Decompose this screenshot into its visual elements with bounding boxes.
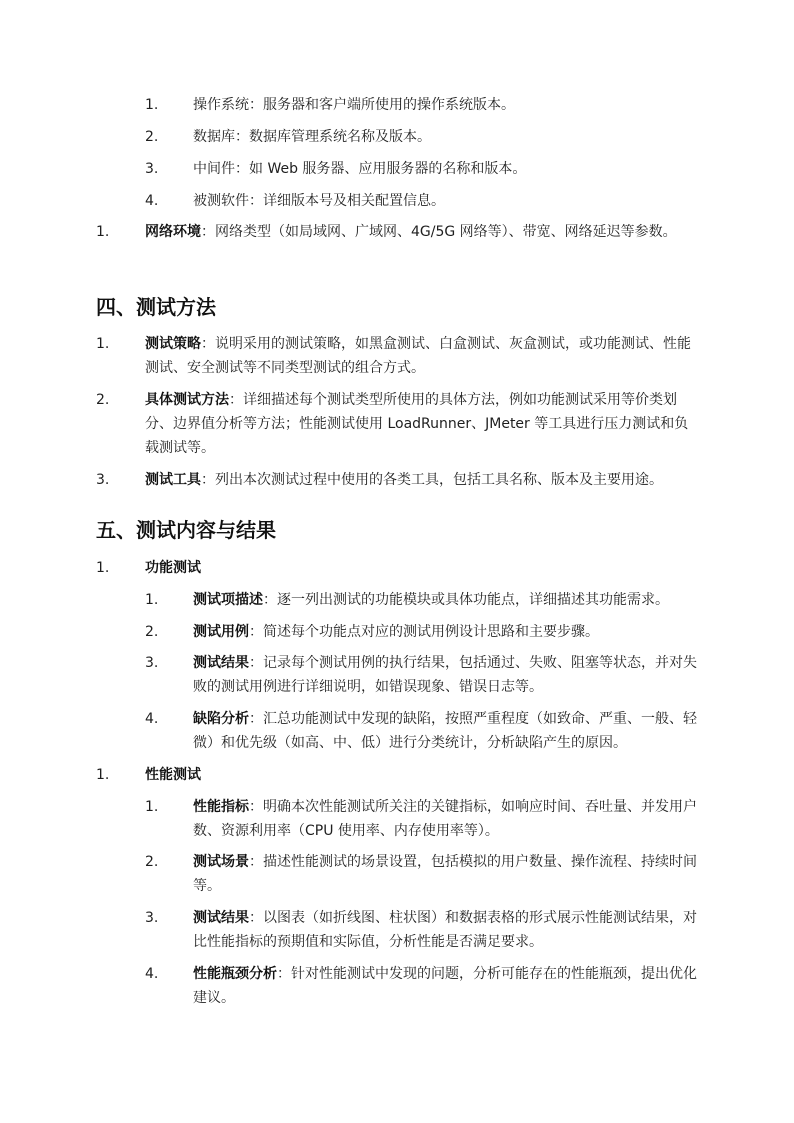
- item-description: ：逐一列出测试的功能模块或具体功能点，详细描述其功能需求。: [263, 592, 669, 608]
- list-text: [193, 795, 702, 843]
- item-label: 性能瓶颈分析: [193, 966, 277, 982]
- item-label: 测试结果: [193, 910, 249, 926]
- item-label: 测试策略: [145, 336, 201, 352]
- list-text: [193, 620, 702, 644]
- list-text: 数据库：数据库管理系统名称及版本。: [193, 129, 431, 145]
- list-text: [145, 763, 701, 787]
- list-number: 1.: [96, 336, 110, 352]
- list-number: 4.: [145, 193, 159, 209]
- list-text: [193, 850, 702, 898]
- list-number: 2.: [145, 854, 159, 870]
- section-heading-4: 四、测试方法: [96, 295, 216, 319]
- item-label: 测试结果: [193, 655, 249, 671]
- list-text: [145, 220, 701, 244]
- item-description: ：记录每个测试用例的执行结果，包括通过、失败、阻塞等状态，并对失败的测试用例进行详细说明，如错误现象、错误日志等。: [193, 655, 697, 695]
- item-label: 性能测试: [145, 767, 201, 783]
- list-text: [193, 588, 702, 612]
- list-number: 3.: [145, 161, 159, 177]
- list-text: [193, 707, 702, 755]
- item-description: ：针对性能测试中发现的问题，分析可能存在的性能瓶颈，提出优化建议。: [193, 966, 697, 1006]
- list-number: 1.: [145, 592, 159, 608]
- item-label: 测试工具: [145, 472, 201, 488]
- item-description: ：网络类型（如局域网、广域网、4G/5G 网络等）、带宽、网络延迟等参数。: [201, 224, 677, 240]
- item-description: ：明确本次性能测试所关注的关键指标，如响应时间、吞吐量、并发用户数、资源利用率（CPU 使用率、内存使用率等）。: [193, 799, 697, 839]
- list-text: [193, 962, 702, 1010]
- item-description: ：描述性能测试的场景设置，包括模拟的用户数量、操作流程、持续时间等。: [193, 854, 697, 894]
- list-number: 1.: [145, 799, 159, 815]
- item-description: ：详细描述每个测试类型所使用的具体方法，例如功能测试采用等价类划分、边界值分析等方法；性能测试使用 LoadRunner、JMeter 等工具进行压力测试和负载测试等。: [145, 392, 689, 456]
- list-number: 1.: [96, 224, 110, 240]
- list-text: [145, 556, 701, 580]
- list-number: 1.: [96, 767, 110, 783]
- list-number: 4.: [145, 711, 159, 727]
- list-number: 3.: [145, 655, 159, 671]
- item-label: 缺陷分析: [193, 711, 249, 727]
- item-description: ：简述每个功能点对应的测试用例设计思路和主要步骤。: [249, 624, 599, 640]
- list-number: 1.: [145, 97, 159, 113]
- item-label: 测试场景: [193, 854, 249, 870]
- item-label: 功能测试: [145, 560, 201, 576]
- list-text: 中间件：如 Web 服务器、应用服务器的名称和版本。: [193, 161, 527, 177]
- item-description: ：说明采用的测试策略，如黑盒测试、白盒测试、灰盒测试，或功能测试、性能测试、安全测试等不同类型测试的组合方式。: [145, 336, 691, 376]
- list-text: [145, 468, 701, 492]
- list-text: [193, 651, 702, 699]
- list-text: 被测软件：详细版本号及相关配置信息。: [193, 193, 445, 209]
- item-description: ：以图表（如折线图、柱状图）和数据表格的形式展示性能测试结果，对比性能指标的预期值和实际值，分析性能是否满足要求。: [193, 910, 697, 950]
- item-label: 性能指标: [193, 799, 249, 815]
- item-label: 测试用例: [193, 624, 249, 640]
- list-number: 3.: [145, 910, 159, 926]
- list-number: 3.: [96, 472, 110, 488]
- item-label: 网络环境: [145, 224, 201, 240]
- list-text: 操作系统：服务器和客户端所使用的操作系统版本。: [193, 97, 515, 113]
- list-number: 2.: [145, 624, 159, 640]
- list-text: [193, 906, 702, 954]
- item-description: ：列出本次测试过程中使用的各类工具，包括工具名称、版本及主要用途。: [201, 472, 663, 488]
- list-number: 4.: [145, 966, 159, 982]
- list-number: 1.: [96, 560, 110, 576]
- list-text: [145, 388, 701, 460]
- item-label: 具体测试方法: [145, 392, 229, 408]
- list-number: 2.: [145, 129, 159, 145]
- section-heading-5: 五、测试内容与结果: [96, 518, 276, 542]
- list-text: [145, 332, 701, 380]
- item-label: 测试项描述: [193, 592, 263, 608]
- item-description: ：汇总功能测试中发现的缺陷，按照严重程度（如致命、严重、一般、轻微）和优先级（如高、中、低）进行分类统计，分析缺陷产生的原因。: [193, 711, 697, 751]
- list-number: 2.: [96, 392, 110, 408]
